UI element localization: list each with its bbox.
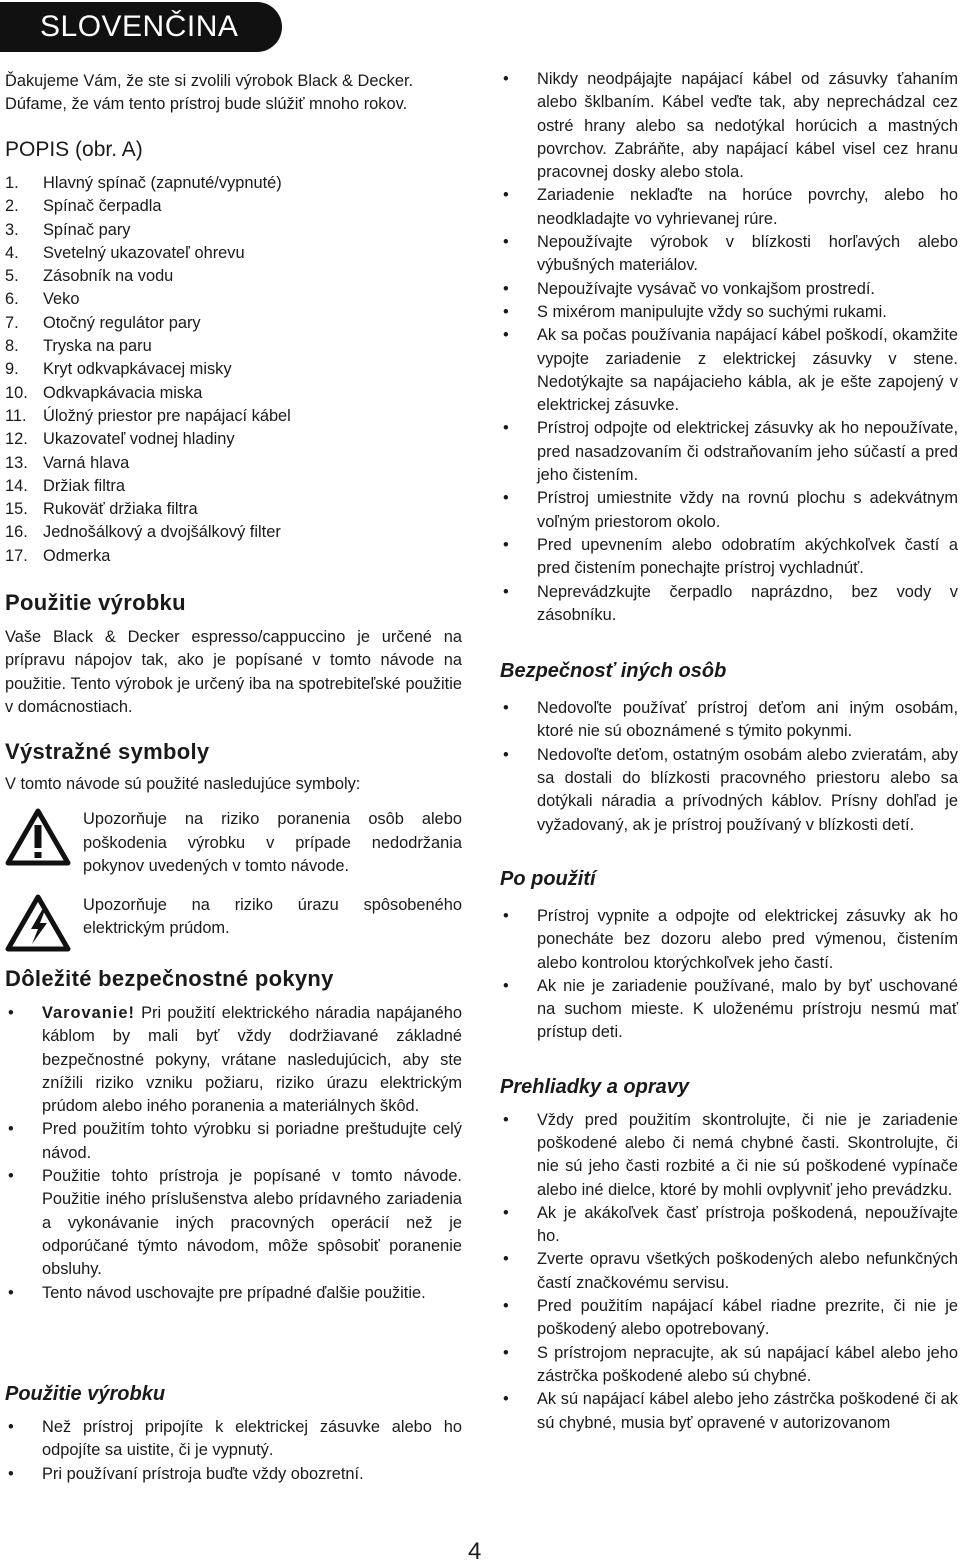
list-item: • Než prístroj pripojíte k elektrickej zásuvke alebo ho odpojíte sa uistite, či je vypnutý. xyxy=(5,1416,462,1463)
electric-hazard-icon xyxy=(5,894,83,959)
usage-section xyxy=(5,588,462,719)
usage-title: Použitie výrobku xyxy=(5,590,186,615)
list-item: • Neprevádzkujte čerpadlo naprázdno, bez vody v zásobníku. xyxy=(500,581,958,628)
list-item: 2. Spínač čerpadla xyxy=(5,197,162,216)
list-item: 9. Kryt odkvapkávacej misky xyxy=(5,360,232,379)
list-item: 8. Tryska na paru xyxy=(5,337,152,356)
warning-symbol-text: Upozorňuje na riziko poranenia osôb alebo poškodenia výrobku v prípade nedodržania pokynov uvedených v tomto návode. xyxy=(83,810,462,875)
list-item: • Pri používaní prístroja buďte vždy obozretní. xyxy=(5,1463,462,1486)
list-item: • Nedovoľte deťom, ostatným osobám alebo zvieratám, aby sa dostali do blízkosti pracovného priestoru alebo sa dotýkali náradia a prívodných káblov. Prísny dohľad je vyžadovaný, ak je prístroj používaný v blízkosti detí. xyxy=(500,744,958,837)
list-item: • Ak sú napájací kábel alebo jeho zástrčka poškodené či ak sú chybné, musia byť opravené v autorizovanom xyxy=(500,1388,958,1435)
list-item: • Prístroj umiestnite vždy na rovnú plochu s adekvátnym voľným priestorom okolo. xyxy=(500,487,958,534)
list-item: • Pred použitím napájací kábel riadne prezrite, či nie je poškodený alebo opotrebovaný. xyxy=(500,1295,958,1342)
list-item: • Pred upevnením alebo odobratím akýchkoľvek častí a pred čistením ponechajte prístroj vychladnúť. xyxy=(500,534,958,581)
warning-triangle-icon xyxy=(5,808,83,873)
general-safety-list xyxy=(500,68,958,627)
list-item: 4. Svetelný ukazovateľ ohrevu xyxy=(5,243,245,262)
list-item: 5. Zásobník na vodu xyxy=(5,267,174,286)
list-item: 11. Úložný priestor pre napájací kábel xyxy=(5,406,291,425)
others-title: Bezpečnosť iných osôb xyxy=(500,660,727,683)
list-item: • Varovanie! Pri použití elektrického náradia napájaného káblom by mali byť vždy dodržiavané základné bezpečnostné pokyny, vrátane nasledujúcich, aby ste znížili riziko vzniku požiaru, riziko úrazu elektrickým prúdom alebo iného poranenia a materiálnych škôd. xyxy=(5,1002,462,1118)
list-item: • Nikdy neodpájajte napájací kábel od zásuvky ťahaním alebo šklbaním. Kábel veďte tak, aby neprechádzal cez ostré hrany alebo sa nedotýkal horúcich a mastných povrchov. Zabráňte, aby napájací kábel visel cez hranu pracovnej dosky alebo stola. xyxy=(500,68,958,184)
usage-text: Vaše Black & Decker espresso/cappuccino je určené na prípravu nápojov tak, ako je popísané v tomto návode na použitie. Tento výrobok je určený iba na spotrebiteľské použitie v domácnostiach. xyxy=(5,628,462,716)
list-item: 17. Odmerka xyxy=(5,546,111,565)
list-item: • S prístrojom nepracujte, ak sú napájací kábel alebo jeho zástrčka poškodené alebo sú chybné. xyxy=(500,1342,958,1389)
list-item: 3. Spínač pary xyxy=(5,220,131,239)
description-section xyxy=(5,136,462,568)
safety-section xyxy=(5,964,462,1305)
symbols-intro: V tomto návode sú použité nasledujúce symboly: xyxy=(5,775,361,793)
language-tab xyxy=(0,2,282,52)
inspection-title: Prehliadky a opravy xyxy=(500,1075,689,1098)
page-number: 4 xyxy=(468,1538,482,1565)
electric-symbol-text: Upozorňuje na riziko úrazu spôsobeného elektrickým prúdom. xyxy=(83,896,462,938)
usage2-list xyxy=(5,1416,462,1486)
intro-text: Ďakujeme Vám, že ste si zvolili výrobok Black & Decker. Dúfame, že vám tento prístroj bude slúžiť mnoho rokov. xyxy=(5,72,414,114)
parts-list xyxy=(5,172,462,568)
symbols-title: Výstražné symboly xyxy=(5,739,210,764)
list-item: • Nepoužívajte výrobok v blízkosti horľavých alebo výbušných materiálov. xyxy=(500,231,958,278)
list-item: • Zverte opravu všetkých poškodených alebo nefunkčných častí značkovému servisu. xyxy=(500,1248,958,1295)
symbols-section xyxy=(5,737,462,959)
list-item: 14. Držiak filtra xyxy=(5,476,125,495)
others-list xyxy=(500,697,958,837)
inspection-list xyxy=(500,1109,958,1435)
list-item: • Tento návod uschovajte pre prípadné ďalšie použitie. xyxy=(5,1282,462,1305)
list-item: • Prístroj vypnite a odpojte od elektrickej zásuvky ak ho ponecháte bez dozoru alebo pred výmenou, čistením alebo kontrolou ktorýchkoľvek jeho častí. xyxy=(500,905,958,975)
list-item: • Ak nie je zariadenie používané, malo by byť uschované na suchom mieste. K uloženému prístroju nesmú mať prístup deti. xyxy=(500,975,958,1045)
usage2-section xyxy=(5,1380,462,1486)
list-item: • S mixérom manipulujte vždy so suchými rukami. xyxy=(500,301,958,324)
electric-symbol-row xyxy=(5,894,462,959)
list-item: • Nedovoľte používať prístroj deťom ani iným osobám, ktoré nie sú oboznámené s týmito pokynmi. xyxy=(500,697,958,744)
list-item: 6. Veko xyxy=(5,290,80,309)
list-item: 15. Rukoväť držiaka filtra xyxy=(5,500,198,519)
description-title: POPIS (obr. A) xyxy=(5,138,143,161)
list-item: 16. Jednošálkový a dvojšálkový filter xyxy=(5,523,281,542)
list-item: • Prístroj odpojte od elektrickej zásuvky ak ho nepoužívate, pred nasadzovaním či odstraňovaním jeho súčastí a pred jeho čistením. xyxy=(500,417,958,487)
list-item: 12. Ukazovateľ vodnej hladiny xyxy=(5,430,235,449)
safety-list xyxy=(5,1002,462,1305)
list-item: 13. Varná hlava xyxy=(5,453,130,472)
list-item: 10. Odkvapkávacia miska xyxy=(5,383,203,402)
list-item: • Nepoužívajte vysávač vo vonkajšom prostredí. xyxy=(500,278,958,301)
safety-title: Dôležité bezpečnostné pokyny xyxy=(5,966,334,991)
language-label: SLOVENČINA xyxy=(40,10,239,43)
list-item: • Použitie tohto prístroja je popísané v tomto návode. Použitie iného príslušenstva alebo prídavného zariadenia a vykonávanie iných pracovných operácií než je odporúčané týmto návodom, môže spôsobiť poranenie obsluhy. xyxy=(5,1165,462,1281)
after-use-title: Po použití xyxy=(500,867,596,890)
list-item: • Zariadenie neklaďte na horúce povrchy, alebo ho neodkladajte vo vyhrievanej rúre. xyxy=(500,184,958,231)
warning-label: Varovanie! xyxy=(42,1004,135,1022)
warning-symbol-row xyxy=(5,808,462,878)
usage2-title: Použitie výrobku xyxy=(5,1383,166,1405)
list-item: • Ak sa počas používania napájací kábel poškodí, okamžite vypojte zariadenie z elektrickej zásuvky v stene. Nedotýkajte sa napájacieho kábla, ak je ešte zapojený v elektrickej zásuvke. xyxy=(500,324,958,417)
list-item: • Ak je akákoľvek časť prístroja poškodená, nepoužívajte ho. xyxy=(500,1202,958,1249)
list-item: 7. Otočný regulátor pary xyxy=(5,313,201,332)
list-item: • Pred použitím tohto výrobku si poriadne preštudujte celý návod. xyxy=(5,1118,462,1165)
after-use-list xyxy=(500,905,958,1045)
list-item: • Vždy pred použitím skontrolujte, či nie je zariadenie poškodené alebo či nemá chybné časti. Skontrolujte, či nie sú jeho časti rozbité a či nie sú poškodené vypínače alebo iné dielce, ktoré by mohli ovplyvniť jeho prevádzku. xyxy=(500,1109,958,1202)
list-item: 1. Hlavný spínač (zapnuté/vypnuté) xyxy=(5,174,282,192)
